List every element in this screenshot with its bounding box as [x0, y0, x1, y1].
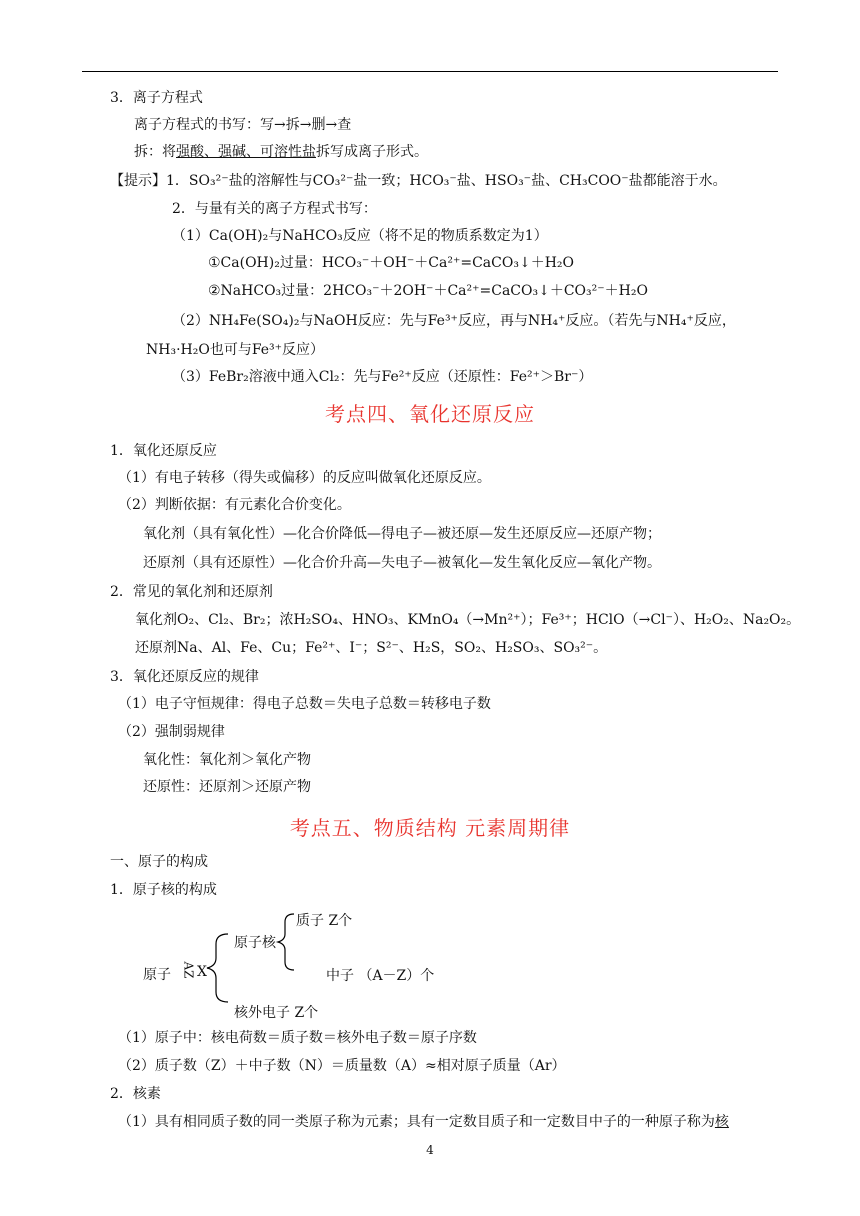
nuclide-symbol: [180, 961, 207, 980]
text-line: 离子方程式的书写：写→拆→删→查: [134, 117, 352, 133]
text-line: 还原性：还原剂＞还原产物: [143, 779, 311, 795]
text-line: （2）NH₄Fe(SO₄)₂与NaOH反应：先与Fe³⁺反应，再与NH₄⁺反应。（若先与NH₄⁺反应，: [172, 313, 736, 329]
section-title: 3．离子方程式: [110, 90, 203, 106]
diagram-neutron: 中子 （A－Z）个: [326, 968, 435, 984]
text-line: （1）电子守恒规律：得电子总数＝失电子总数＝转移电子数: [118, 696, 491, 712]
text-line: 氧化性：氧化剂＞氧化产物: [143, 752, 311, 768]
section-title: 一、原子的构成: [110, 854, 208, 870]
text-line: （1）Ca(OH)₂与NaHCO₃反应（将不足的物质系数定为1）: [172, 228, 548, 244]
text-span: 拆写成离子形式。: [316, 144, 428, 160]
diagram-electron: 核外电子 Z个: [234, 1005, 319, 1021]
text-line: （1）有电子转移（得失或偏移）的反应叫做氧化还原反应。: [118, 470, 491, 486]
text-line: 2．与量有关的离子方程式书写：: [172, 201, 377, 217]
text-line: 氧化剂O₂、Cl₂、Br₂；浓H₂SO₄、HNO₃、KMnO₄（→Mn²⁺）；Fe³⁺；HClO（→Cl⁻）、H₂O₂、Na₂O₂。: [135, 612, 801, 628]
diagram-nucleus: 原子核: [234, 935, 276, 951]
outer-brace: [207, 934, 228, 1002]
text-line: 还原剂（具有还原性）—化合价升高—失电子—被氧化—发生氧化反应—氧化产物。: [143, 555, 661, 571]
nuclide-indices: AZ: [181, 961, 196, 979]
section-title: 1．原子核的构成: [110, 882, 217, 898]
nuclide-element: X: [197, 964, 207, 980]
section-title: 1．氧化还原反应: [110, 443, 217, 459]
underlined-term: 强酸、强碱、可溶性盐: [176, 144, 316, 160]
text-line: （2）判断依据：有元素化合价变化。: [118, 497, 351, 513]
inner-brace: [278, 914, 294, 970]
text-line: （3）FeBr₂溶液中通入Cl₂：先与Fe²⁺反应（还原性：Fe²⁺＞Br⁻）: [172, 369, 593, 385]
text-line: NH₃·H₂O也可与Fe³⁺反应）: [146, 342, 325, 358]
section-heading: 考点五、物质结构 元素周期律: [289, 816, 571, 840]
equation-line: ②NaHCO₃过量：2HCO₃⁻＋2OH⁻＋Ca²⁺=CaCO₃↓＋CO₃²⁻＋H₂O: [208, 283, 648, 299]
text-line: （1）原子中：核电荷数＝质子数＝核外电子数＝原子序数: [118, 1030, 477, 1046]
tip-line: 【提示】1．SO₃²⁻盐的溶解性与CO₃²⁻盐一致；HCO₃⁻盐、HSO₃⁻盐、CH₃COO⁻盐都能溶于水。: [110, 173, 727, 189]
text-line: 氧化剂（具有氧化性）—化合价降低—得电子—被还原—发生还原反应—还原产物；: [143, 526, 661, 542]
text-line: 还原剂Na、Al、Fe、Cu；Fe²⁺、I⁻；S²⁻、H₂S，SO₂、H₂SO₃、SO₃²⁻。: [135, 640, 608, 656]
section-title: 3．氧化还原反应的规律: [110, 669, 259, 685]
text-line: （2）强制弱规律: [118, 724, 225, 740]
text-span: 拆：将: [134, 144, 176, 160]
section-title: 2．核素: [110, 1086, 161, 1102]
section-title: 2．常见的氧化剂和还原剂: [110, 584, 273, 600]
section-heading: 考点四、氧化还原反应: [325, 402, 535, 426]
equation-line: ①Ca(OH)₂过量：HCO₃⁻＋OH⁻＋Ca²⁺=CaCO₃↓＋H₂O: [208, 255, 574, 271]
diagram-atom: 原子: [143, 967, 171, 983]
diagram-proton: 质子 Z个: [296, 913, 353, 929]
text-line: （2）质子数（Z）＋中子数（N）＝质量数（A）≈相对原子质量（Ar）: [118, 1058, 566, 1074]
text-span: （1）具有相同质子数的同一类原子称为元素；具有一定数目质子和一定数目中子的一种原子称为: [118, 1114, 715, 1130]
page-number: 4: [426, 1143, 434, 1157]
underlined-term: 核: [714, 1114, 729, 1130]
text-line: [118, 1112, 729, 1132]
